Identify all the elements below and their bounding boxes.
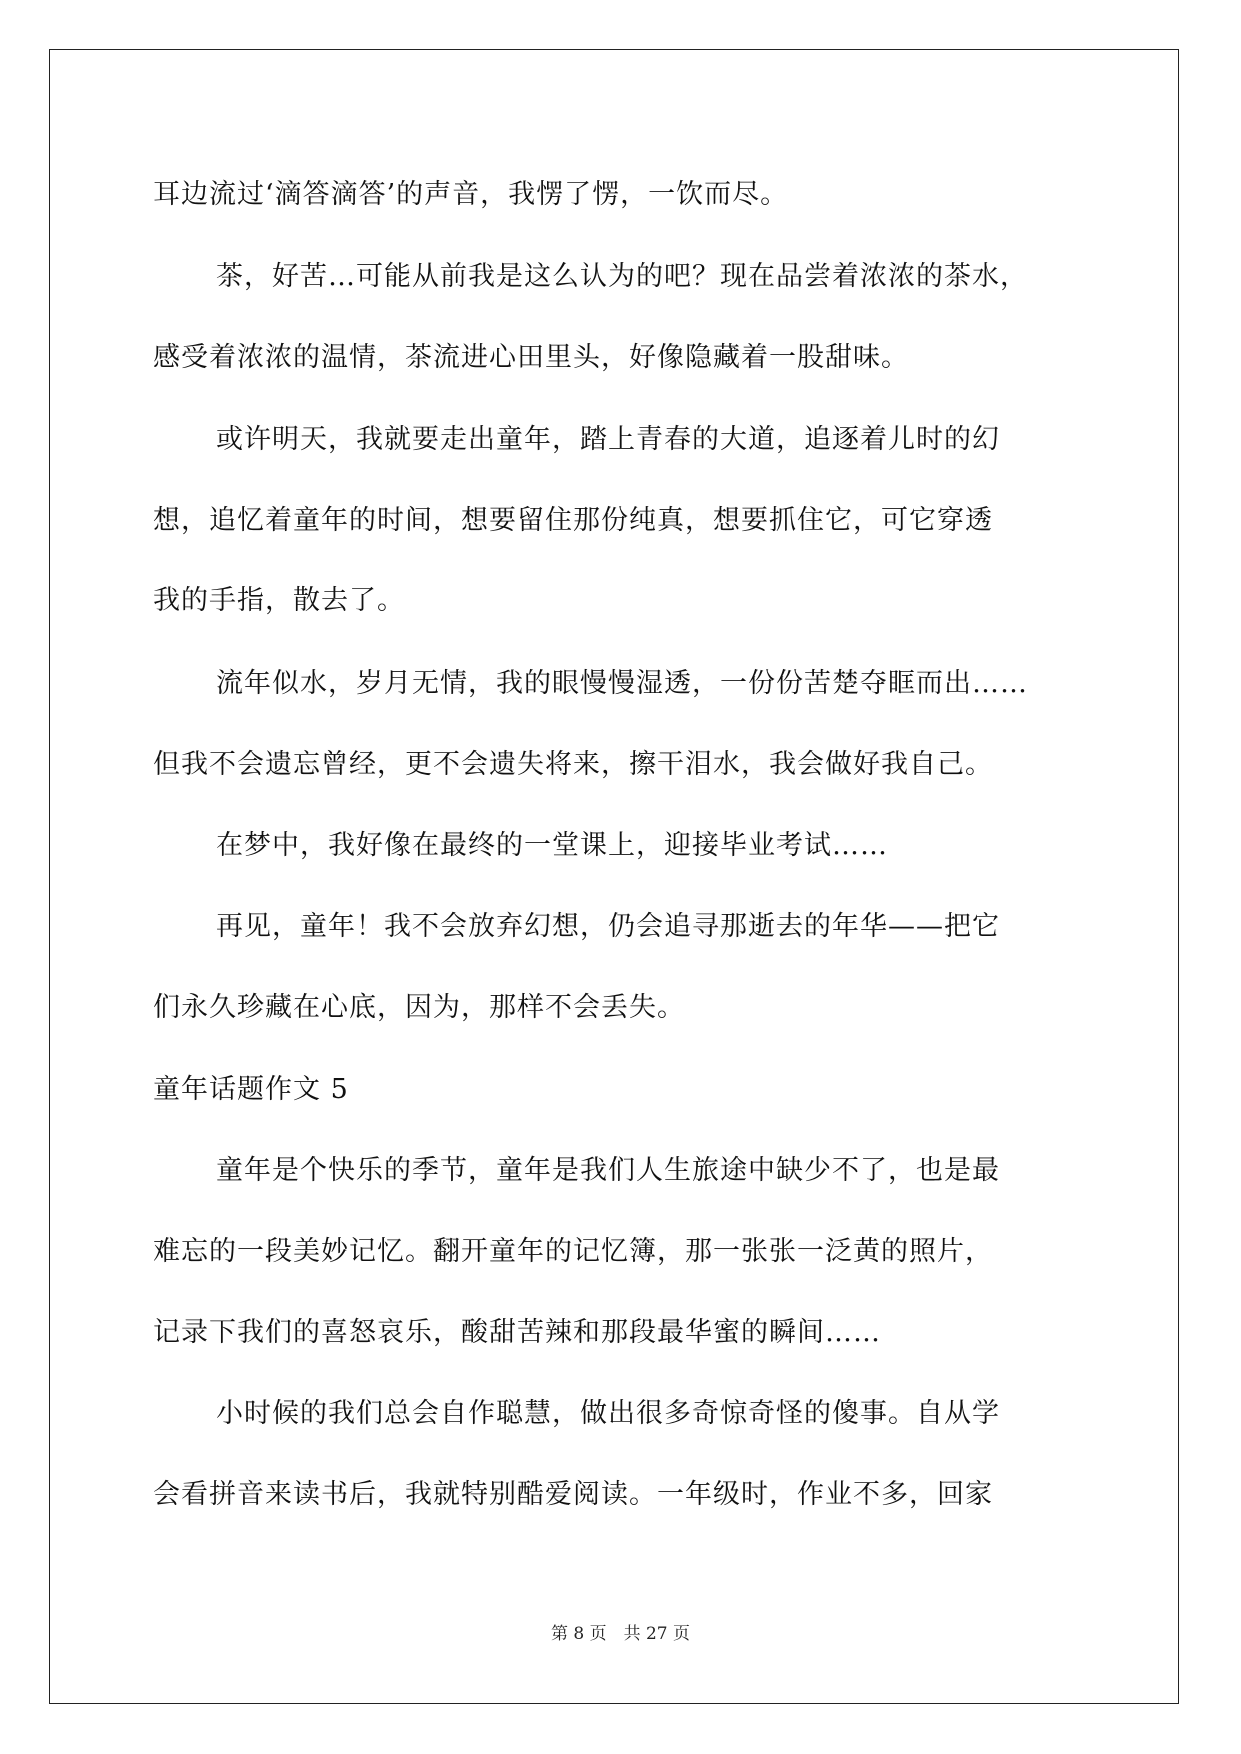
text-line: 难忘的一段美妙记忆。翻开童年的记忆簿，那一张张一泛黄的照片，: [153, 1236, 993, 1267]
paragraph-first-line: 小时候的我们总会自作聪慧，做出很多奇惊奇怪的傻事。自从学: [216, 1398, 1000, 1429]
paragraph-first-line: 茶，好苦…可能从前我是这么认为的吧？现在品尝着浓浓的茶水，: [216, 261, 1028, 292]
text-line: 我的手指，散去了。: [153, 585, 405, 616]
text-line: 们永久珍藏在心底，因为，那样不会丢失。: [153, 992, 685, 1023]
paragraph-first-line: 在梦中，我好像在最终的一堂课上，迎接毕业考试……: [216, 830, 888, 861]
paragraph-first-line: 流年似水，岁月无情，我的眼慢慢湿透，一份份苦楚夺眶而出……: [216, 668, 1028, 699]
text-line: 记录下我们的喜怒哀乐，酸甜苦辣和那段最华蜜的瞬间……: [153, 1317, 881, 1348]
page-footer: 第 8 页 共 27 页: [550, 1624, 691, 1644]
paragraph-first-line: 或许明天，我就要走出童年，踏上青春的大道，追逐着儿时的幻: [216, 424, 1000, 455]
text-line: 想，追忆着童年的时间，想要留住那份纯真，想要抓住它，可它穿透: [153, 505, 993, 536]
text-line: 但我不会遗忘曾经，更不会遗失将来，擦干泪水，我会做好我自己。: [153, 749, 993, 780]
text-line: 耳边流过‘滴答滴答’的声音，我愣了愣，一饮而尽。: [153, 179, 789, 210]
text-line: 会看拼音来读书后，我就特别酷爱阅读。一年级时，作业不多，回家: [153, 1479, 993, 1510]
text-line: 感受着浓浓的温情，茶流进心田里头，好像隐藏着一股甜味。: [153, 342, 909, 373]
paragraph-first-line: 童年是个快乐的季节，童年是我们人生旅途中缺少不了，也是最: [216, 1155, 1000, 1186]
page-border: [49, 49, 1179, 1704]
paragraph-first-line: 再见，童年！我不会放弃幻想，仍会追寻那逝去的年华——把它: [216, 911, 1000, 942]
section-heading: 童年话题作文 5: [153, 1074, 349, 1105]
